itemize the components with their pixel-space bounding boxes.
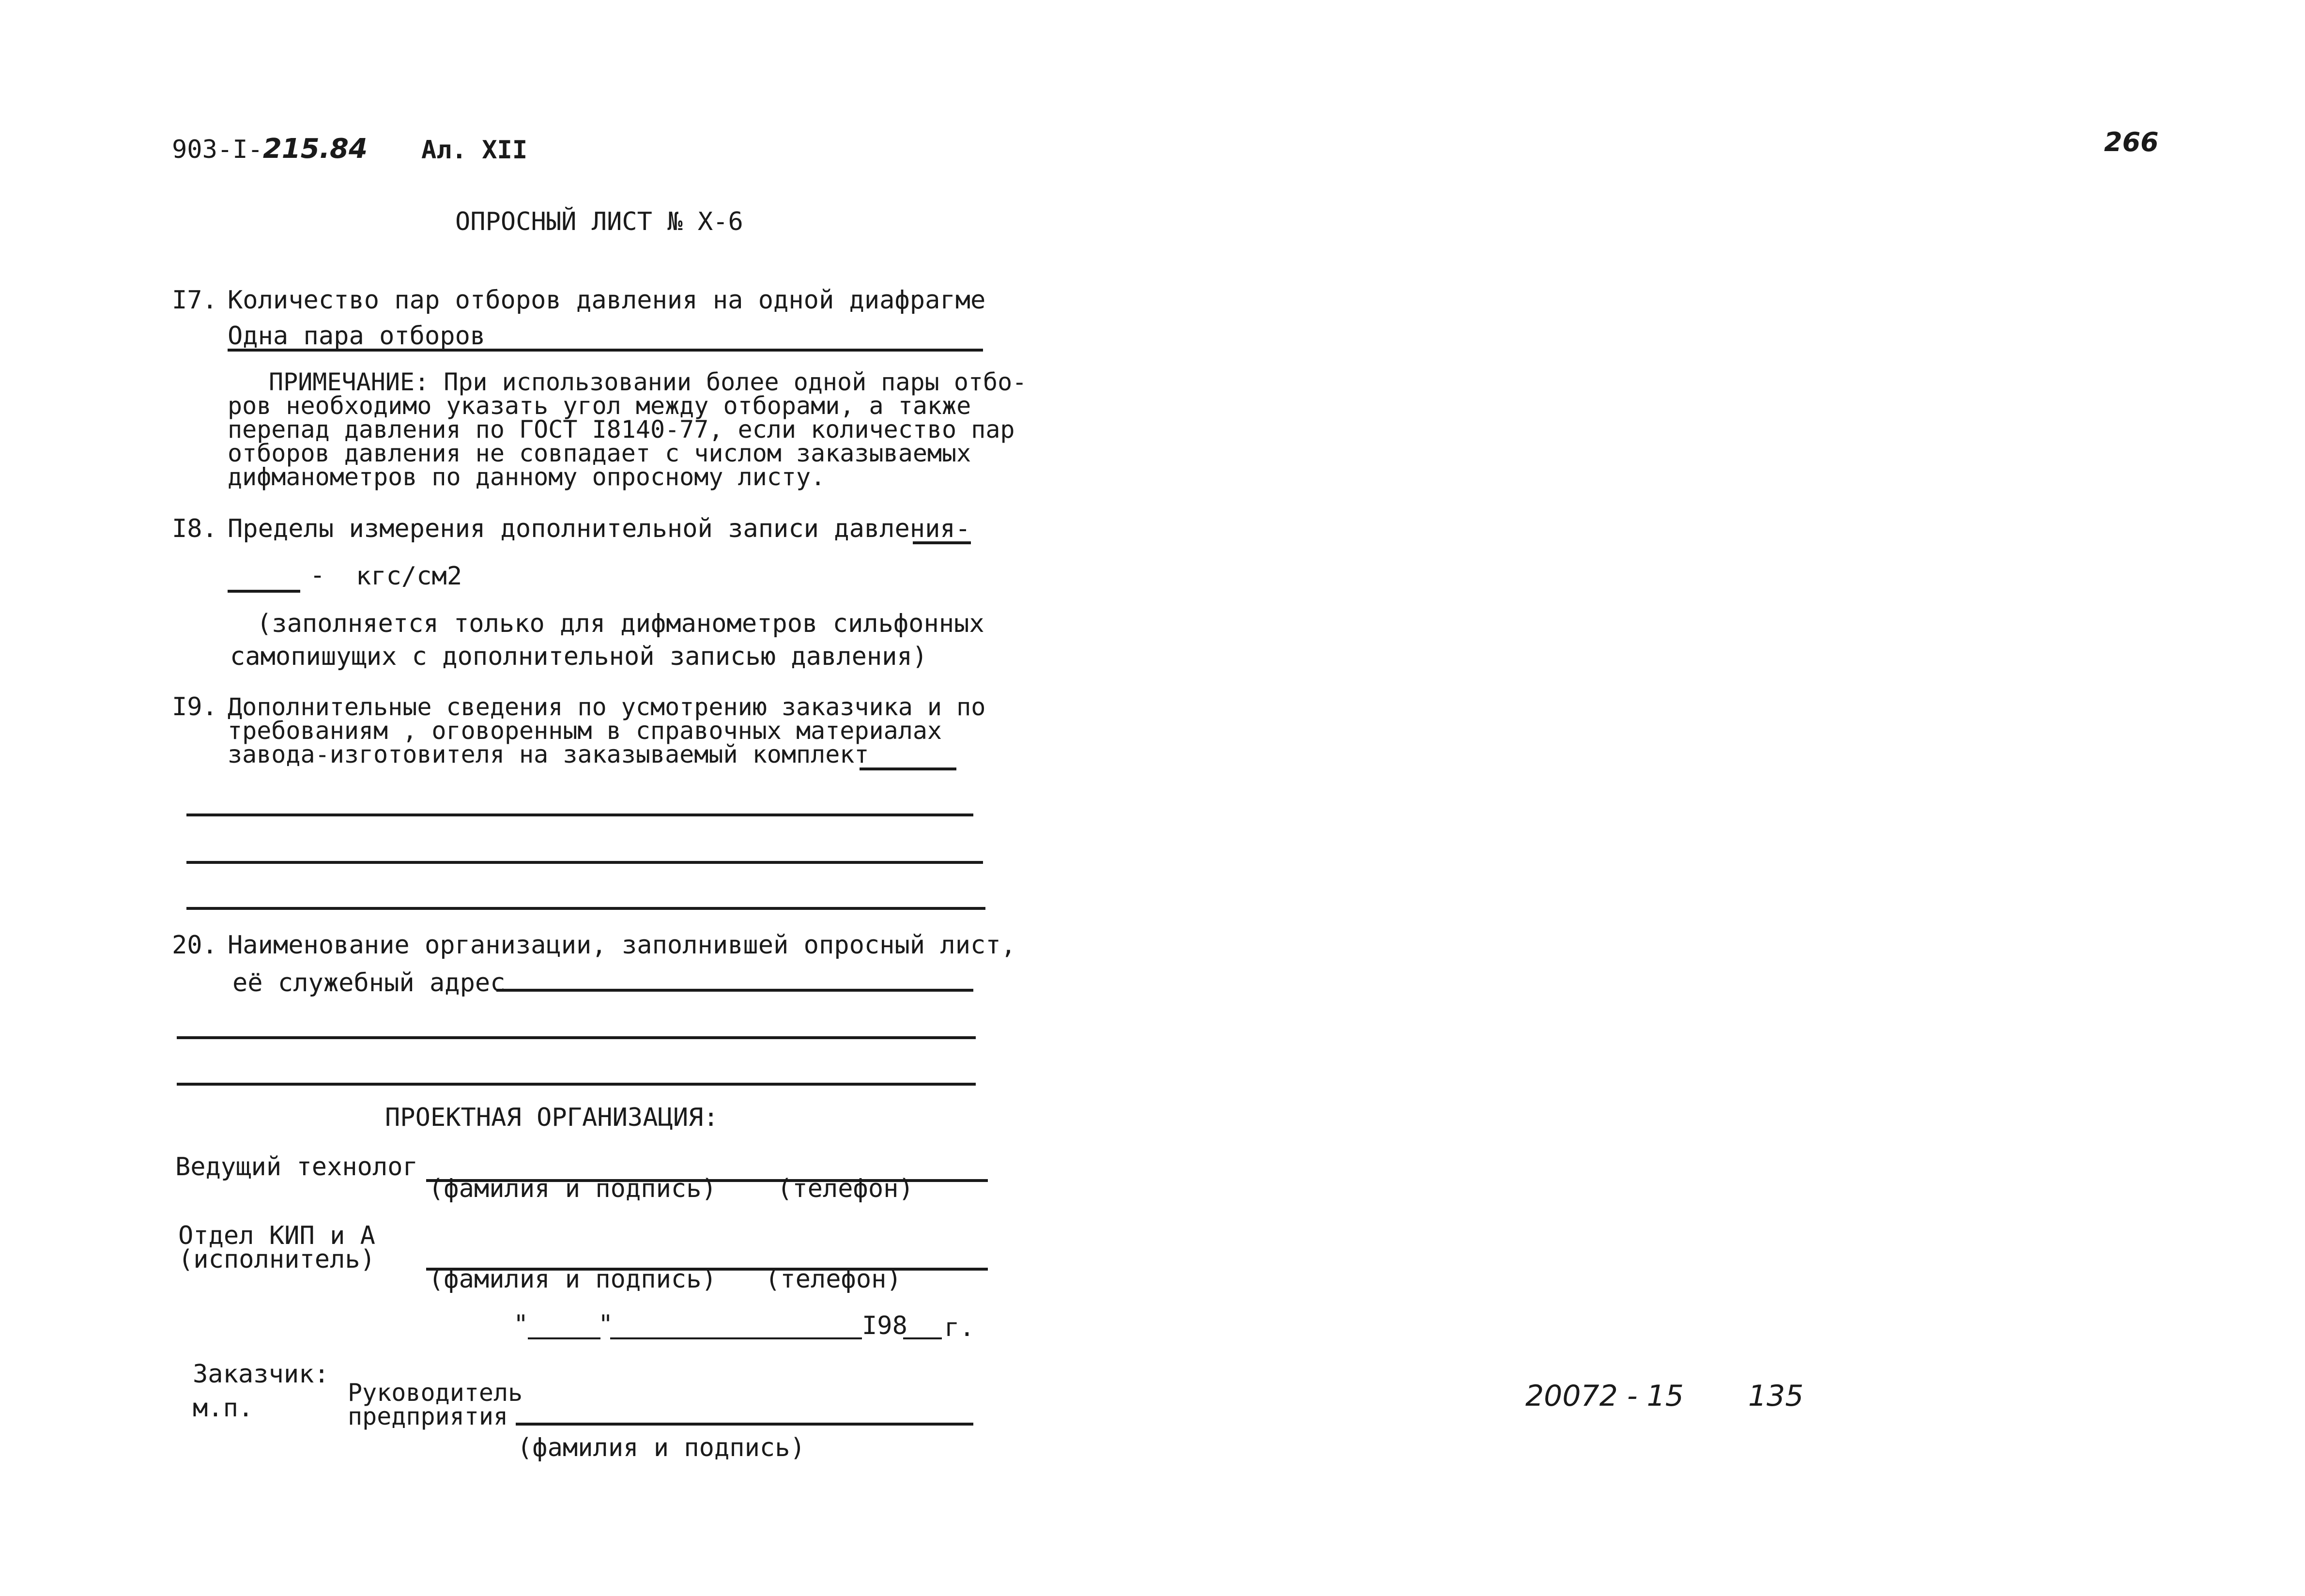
lead-technologist-label: Ведущий технолог	[175, 1152, 418, 1182]
item-20-line-2: её служебный адрес	[232, 968, 506, 998]
dept-name-caption: (фамилия и подпись)	[429, 1265, 717, 1294]
item-17-answer-line	[228, 349, 983, 352]
enterprise-head-line-1: Руководитель	[348, 1379, 523, 1407]
note-line: отборов давления не совпадает с числом заказываемых	[228, 439, 971, 467]
item-17	[172, 286, 985, 315]
item-18-unit: кгс/см2	[356, 562, 462, 591]
item-20-input-line	[177, 1083, 976, 1086]
dept-label-line-2: (исполнитель)	[178, 1245, 375, 1274]
item-18-note-line-1: (заполняется только для дифманометров сильфонных	[257, 609, 984, 638]
item-19-line: требованиям , оговоренным в справочных материалах	[228, 717, 942, 745]
item-20-number: 20.	[172, 931, 217, 960]
item-20-input-line	[177, 1036, 976, 1039]
lead-technologist-phone-caption: (телефон)	[777, 1174, 914, 1203]
date-year-line	[903, 1337, 942, 1339]
design-org-heading: ПРОЕКТНАЯ ОРГАНИЗАЦИЯ:	[385, 1103, 719, 1132]
document-code	[172, 135, 368, 164]
item-19-input-line	[860, 767, 956, 770]
document-code-handwritten: 215.84	[262, 133, 368, 165]
footer-sheet-number: 135	[1748, 1379, 1804, 1413]
item-18-range-from-line	[913, 541, 971, 544]
enterprise-head-label	[348, 1381, 522, 1428]
item-19-input-line	[186, 861, 983, 864]
item-19-text	[228, 695, 985, 767]
customer-label: Заказчик:	[193, 1360, 329, 1389]
item-17-answer: Одна пара отборов	[228, 322, 486, 351]
item-20-input-line	[496, 989, 973, 992]
date-month-line	[610, 1337, 862, 1339]
dept-phone-caption: (телефон)	[765, 1265, 902, 1294]
dept-label	[178, 1221, 375, 1274]
enterprise-head-signature-line	[516, 1423, 973, 1426]
page-title: ОПРОСНЫЙ ЛИСТ № Х-6	[455, 207, 743, 236]
item-17-note	[228, 370, 1027, 489]
footer-doc-number: 20072 - 15	[1525, 1379, 1684, 1413]
document-code-prefix: 903-I-	[172, 135, 263, 164]
note-line: ров необходимо указать угол между отборами, а также	[228, 392, 971, 420]
item-18-note-line-2: самопишущих с дополнительной записью давления)	[230, 642, 928, 671]
note-line: ПРИМЕЧАНИЕ: При использовании более одной пары отбо-	[269, 368, 1027, 396]
item-19-line: Дополнительные сведения по усмотрению заказчика и по	[228, 693, 986, 721]
note-line: дифманометров по данному опросному листу.	[228, 463, 826, 491]
item-19-line: завода-изготовителя на заказываемый комплект	[228, 740, 869, 768]
date-quote-close: "	[598, 1310, 614, 1339]
date-day-line	[528, 1337, 600, 1339]
lead-technologist-name-caption: (фамилия и подпись)	[429, 1174, 717, 1203]
enterprise-head-name-caption: (фамилия и подпись)	[517, 1433, 805, 1462]
date-year-prefix: I98	[862, 1311, 907, 1340]
item-19-input-line	[186, 907, 985, 910]
note-line: перепад давления по ГОСТ I8140-77, если количество пар	[228, 415, 1015, 444]
album-number: Ал. XII	[421, 136, 528, 165]
item-19-number: I9.	[172, 692, 217, 721]
item-18-range-dash: -	[310, 561, 325, 590]
item-18-range-to-line	[228, 590, 300, 593]
item-17-number: I7.	[172, 286, 217, 315]
item-18-text: Пределы измерения дополнительной записи давления-	[228, 514, 971, 543]
item-20	[172, 931, 1016, 960]
item-18	[172, 514, 970, 543]
page-number: 266	[2104, 127, 2159, 157]
dept-label-line-1: Отдел КИП и А	[178, 1221, 375, 1250]
item-19-input-line	[186, 813, 973, 816]
date-year-suffix: г.	[944, 1313, 975, 1342]
item-17-text: Количество пар отборов давления на одной диафрагме	[228, 286, 986, 315]
item-20-line-1: Наименование организации, заполнившей опросный лист,	[228, 931, 1016, 960]
item-18-number: I8.	[172, 514, 217, 543]
enterprise-head-line-2: предприятия	[348, 1402, 508, 1430]
stamp-label: м.п.	[193, 1394, 254, 1423]
date-quote-open: "	[513, 1310, 529, 1339]
